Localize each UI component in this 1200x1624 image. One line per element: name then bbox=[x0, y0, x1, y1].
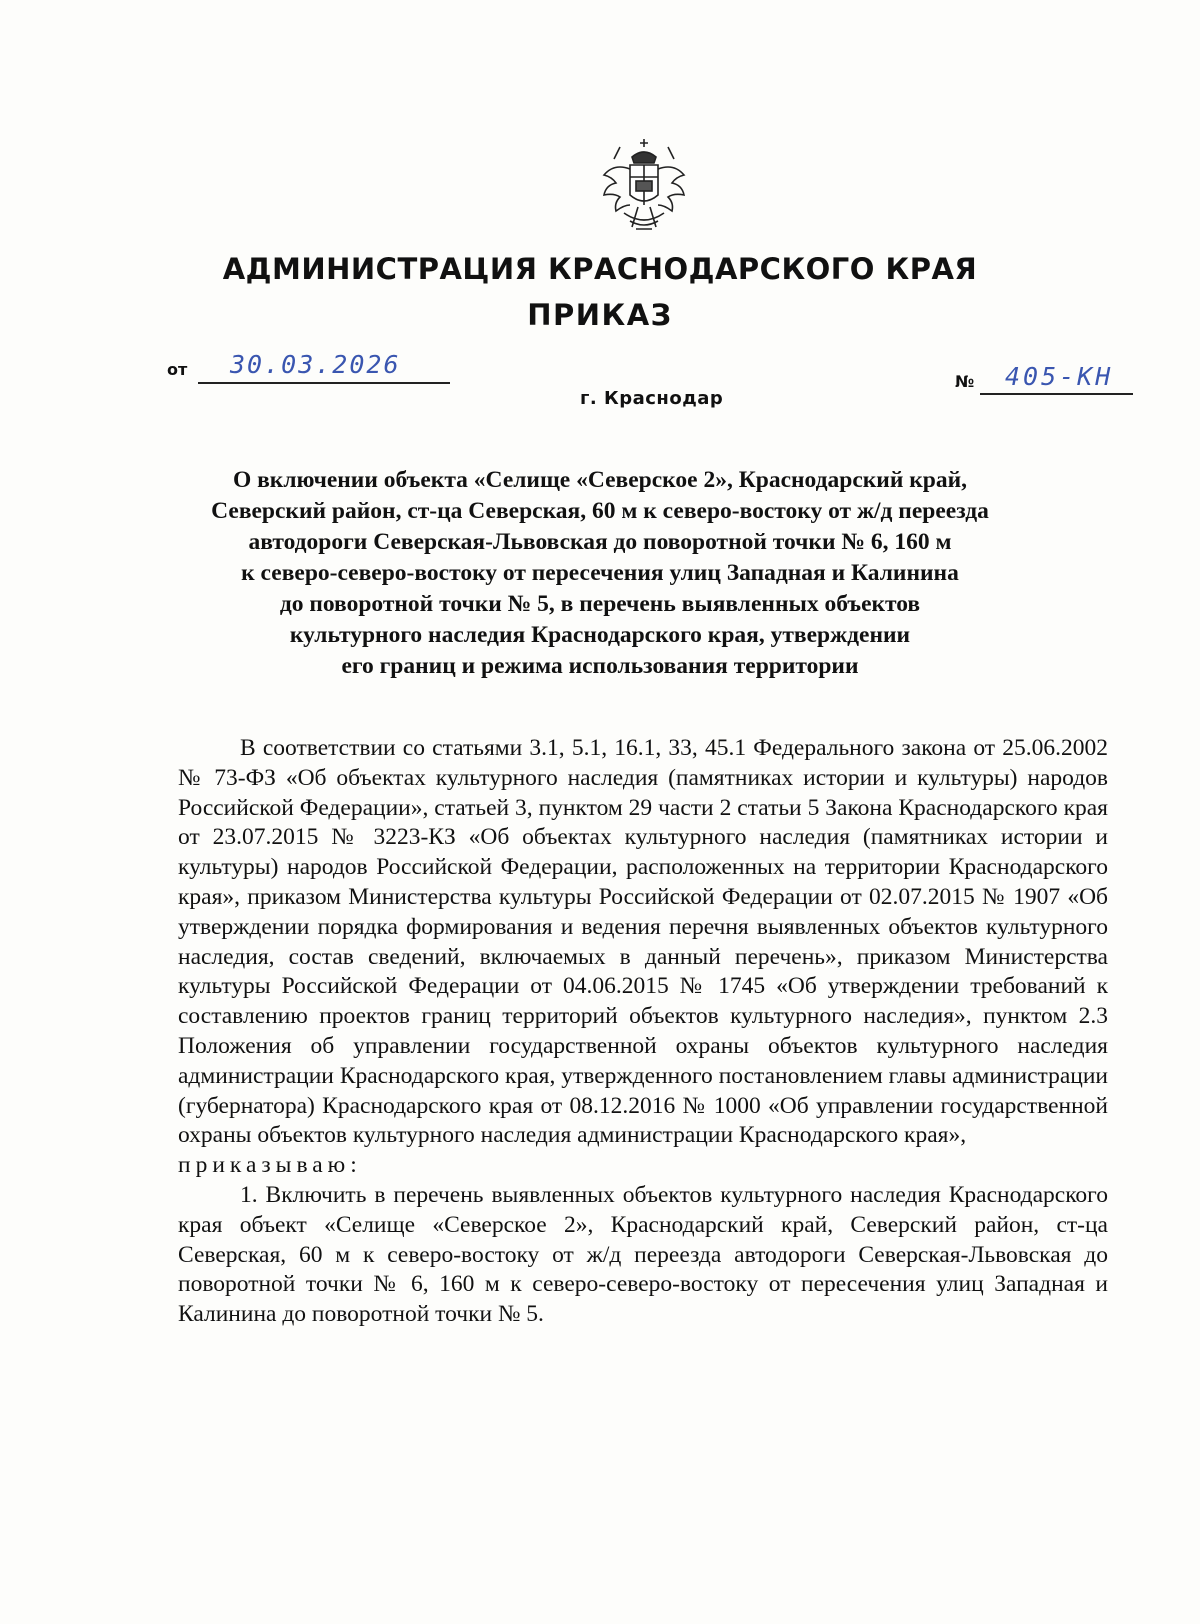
title-line: автодороги Северская-Львовская до поворотной точки № 6, 160 м bbox=[248, 529, 952, 555]
item-1-paragraph: 1. Включить в перечень выявленных объектов культурного наследия Краснодарского края объект «Селище «Северское 2», Краснодарский край, Северский район, ст-ца Северская, 60 м к северо-востоку от ж/д переезда автодороги Северская-Львовская до поворотной точки № 6, 160 м к северо-северо-востоку от пересечения улиц Западная и Калинина до поворотной точки № 5. bbox=[178, 1181, 1108, 1328]
title-line: О включении объекта «Селище «Северское 2», Краснодарский край, bbox=[232, 467, 968, 493]
order-title bbox=[150, 465, 1050, 682]
title-line: до поворотной точки № 5, в перечень выявленных объектов bbox=[279, 591, 921, 617]
preamble-paragraph: В соответствии со статьями 3.1, 5.1, 16.1, 33, 45.1 Федерального закона от 25.06.2002 № 73-ФЗ «Об объектах культурного наследия (памятниках истории и культуры) народов Российской Федерации», статьей 3, пунктом 29 части 2 статьи 5 Закона Краснодарского края от 23.07.2015 № 3223-КЗ «Об объектах культурного наследия (памятниках истории и культуры) народов Российской Федерации, расположенных на территории Краснодарского края», приказом Министерства культуры Российской Федерации от 02.07.2015 № 1907 «Об утверждении порядка формирования и ведения перечня выявленных объектов культурного наследия, состав сведений, включаемых в данный перечень», приказом Министерства культуры Российской Федерации от 04.06.2015 № 1745 «Об утверждении требований к составлению проектов границ территорий объектов культурного наследия», пунктом 2.3 Положения об управлении государственной охраны объектов культурного наследия администрации Краснодарского края, утвержденного постановлением главы администрации (губернатора) Краснодарского края от 08.12.2016 № 1000 «Об управлении государственной охраны объектов культурного наследия администрации Краснодарского края», bbox=[178, 735, 1108, 1149]
number-prefix: № bbox=[955, 372, 975, 391]
krasnodar-krai-coat-of-arms-icon bbox=[600, 135, 688, 235]
date-prefix: от bbox=[167, 360, 188, 379]
title-line: Северский район, ст-ца Северская, 60 м к северо-востоку от ж/д переезда bbox=[211, 498, 989, 524]
handwritten-number: 405-КН bbox=[1005, 362, 1114, 391]
title-line: его границ и режима использования территории bbox=[341, 653, 859, 679]
city-label: г. Краснодар bbox=[580, 388, 724, 409]
order-word: приказываю: bbox=[178, 1152, 362, 1179]
title-line: к северо-северо-востоку от пересечения улиц Западная и Калинина bbox=[241, 560, 959, 586]
number-underline bbox=[980, 393, 1133, 395]
document-type: ПРИКАЗ bbox=[527, 298, 673, 332]
date-underline bbox=[198, 382, 450, 384]
organization-name: АДМИНИСТРАЦИЯ КРАСНОДАРСКОГО КРАЯ bbox=[222, 252, 978, 286]
order-body bbox=[178, 734, 1108, 1330]
handwritten-date: 30.03.2026 bbox=[230, 350, 401, 379]
title-line: культурного наследия Краснодарского края, утверждении bbox=[289, 622, 911, 648]
